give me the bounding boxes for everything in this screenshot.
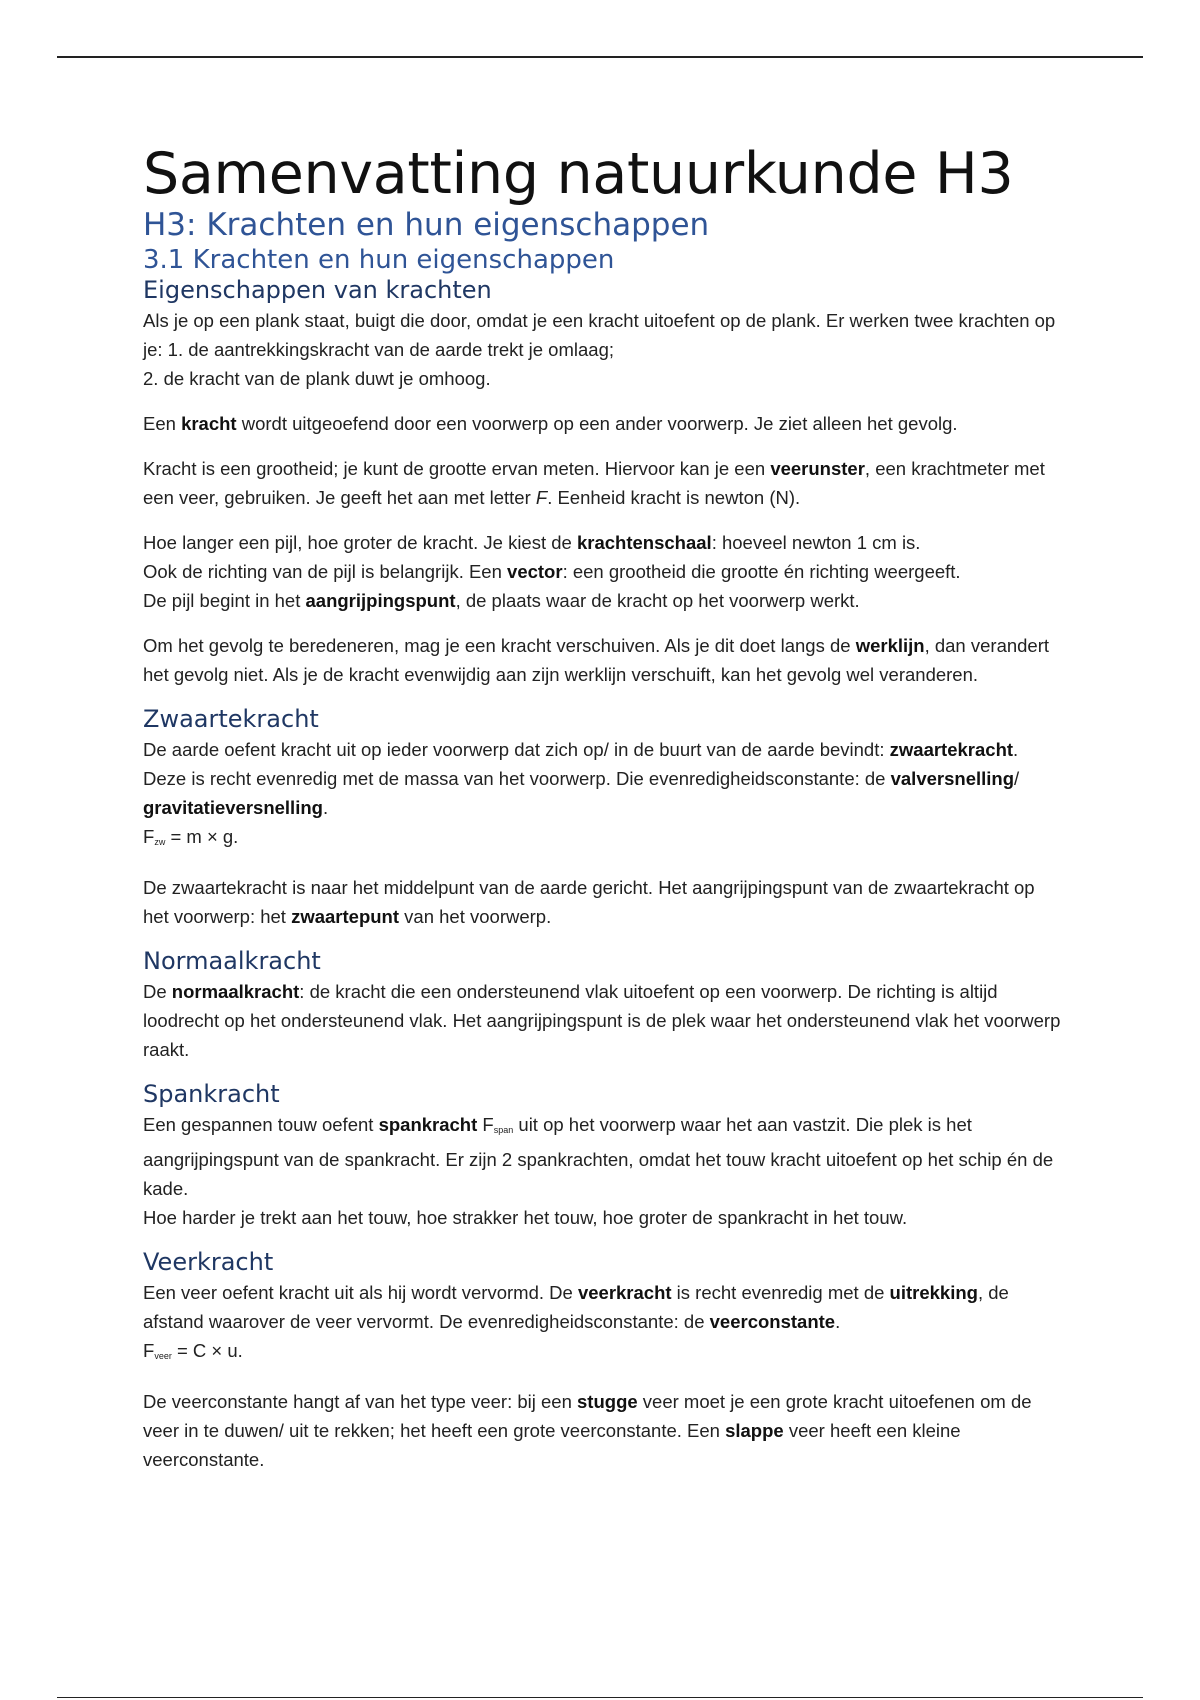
formula-veerkracht: $F_{veer} = C \times u$. [143, 1340, 243, 1361]
paragraph: Om het gevolg te beredeneren, mag je een kracht verschuiven. Als je dit doet langs de werklijn, dan verandert het gevolg niet. Als je de kracht evenwijdig aan zijn werklijn verschuift, kan het gevolg wel veranderen. [143, 635, 1050, 685]
paragraph: De zwaartekracht is naar het middelpunt van de aarde gericht. Het aangrijpingspunt van de zwaartekracht op het voorwerp: het zwaartepunt van het voorwerp. [143, 877, 1035, 927]
paragraph: De normaalkracht: de kracht die een ondersteunend vlak uitoefent op een voorwerp. De richting is altijd loodrecht op het ondersteunend vlak. Het aangrijpingspunt is de plek waar het ondersteunend vlak het voorwerp raakt. [143, 981, 1061, 1060]
heading-veerkracht: Veerkracht [143, 1248, 274, 1276]
document-title: Samenvatting natuurkunde H3 [143, 141, 1014, 207]
heading-eigenschappen: Eigenschappen van krachten [143, 276, 492, 304]
paragraph: Kracht is een grootheid; je kunt de grootte ervan meten. Hiervoor kan je een veerunster, een krachtmeter met een veer, gebruiken. Je geeft het aan met letter F. Eenheid kracht is newton (N). [143, 458, 1045, 508]
chapter-heading: H3: Krachten en hun eigenschappen [143, 207, 710, 243]
paragraph: Hoe langer een pijl, hoe groter de kracht. Je kiest de krachtenschaal: hoeveel newton 1 cm is. Ook de richting van de pijl is belangrijk. Een vector: een grootheid die grootte én richting weergeeft. De pijl begint in het aangrijpingspunt, de plaats waar de kracht op het voorwerp werkt. [143, 532, 961, 611]
paragraph: Een kracht wordt uitgeoefend door een voorwerp op een ander voorwerp. Je ziet alleen het gevolg. [143, 413, 958, 434]
bottom-rule [57, 1697, 1143, 1698]
paragraph: Een gespannen touw oefent spankracht $F_{span}$ uit op het voorwerp waar het aan vastzit. Die plek is het aangrijpingspunt van de spankracht. Er zijn 2 spankrachten, omdat het touw kracht uitoefent op het schip én de kade. Hoe harder je trekt aan het touw, hoe strakker het touw, hoe groter de spankracht in het touw. [143, 1114, 1054, 1228]
paragraph: De aarde oefent kracht uit op ieder voorwerp dat zich op/ in de buurt van de aarde bevindt: zwaartekracht. Deze is recht evenredig met de massa van het voorwerp. Die evenredigheidsconstante: de valversnelling/ gravitatieversnelling. $F_{zw} = m \times g$. [143, 739, 1020, 847]
paragraph: De veerconstante hangt af van het type veer: bij een stugge veer moet je een grote kracht uitoefenen om de veer in te duwen/ uit te rekken; het heeft een grote veerconstante. Een slappe veer heeft een kleine veerconstante. [143, 1391, 1032, 1470]
paragraph: Als je op een plank staat, buigt die door, omdat je een kracht uitoefent op de plank. Er werken twee krachten op je: 1. de aantrekkingskracht van de aarde trekt je omlaag; 2. de kracht van de plank duwt je omhoog. [143, 310, 1056, 389]
section-heading: 3.1 Krachten en hun eigenschappen [143, 245, 615, 275]
formula-zwaartekracht: $F_{zw} = m \times g$. [143, 826, 239, 847]
paragraph: Een veer oefent kracht uit als hij wordt vervormd. De veerkracht is recht evenredig met de uitrekking, de afstand waarover de veer vervormt. De evenredigheidsconstante: de veerconstante. $F_{veer} = C \times u$. [143, 1282, 1009, 1361]
heading-normaalkracht: Normaalkracht [143, 947, 321, 975]
heading-zwaartekracht: Zwaartekracht [143, 705, 319, 733]
heading-spankracht: Spankracht [143, 1080, 280, 1108]
top-rule [57, 56, 1143, 58]
document-page [143, 142, 1063, 1490]
